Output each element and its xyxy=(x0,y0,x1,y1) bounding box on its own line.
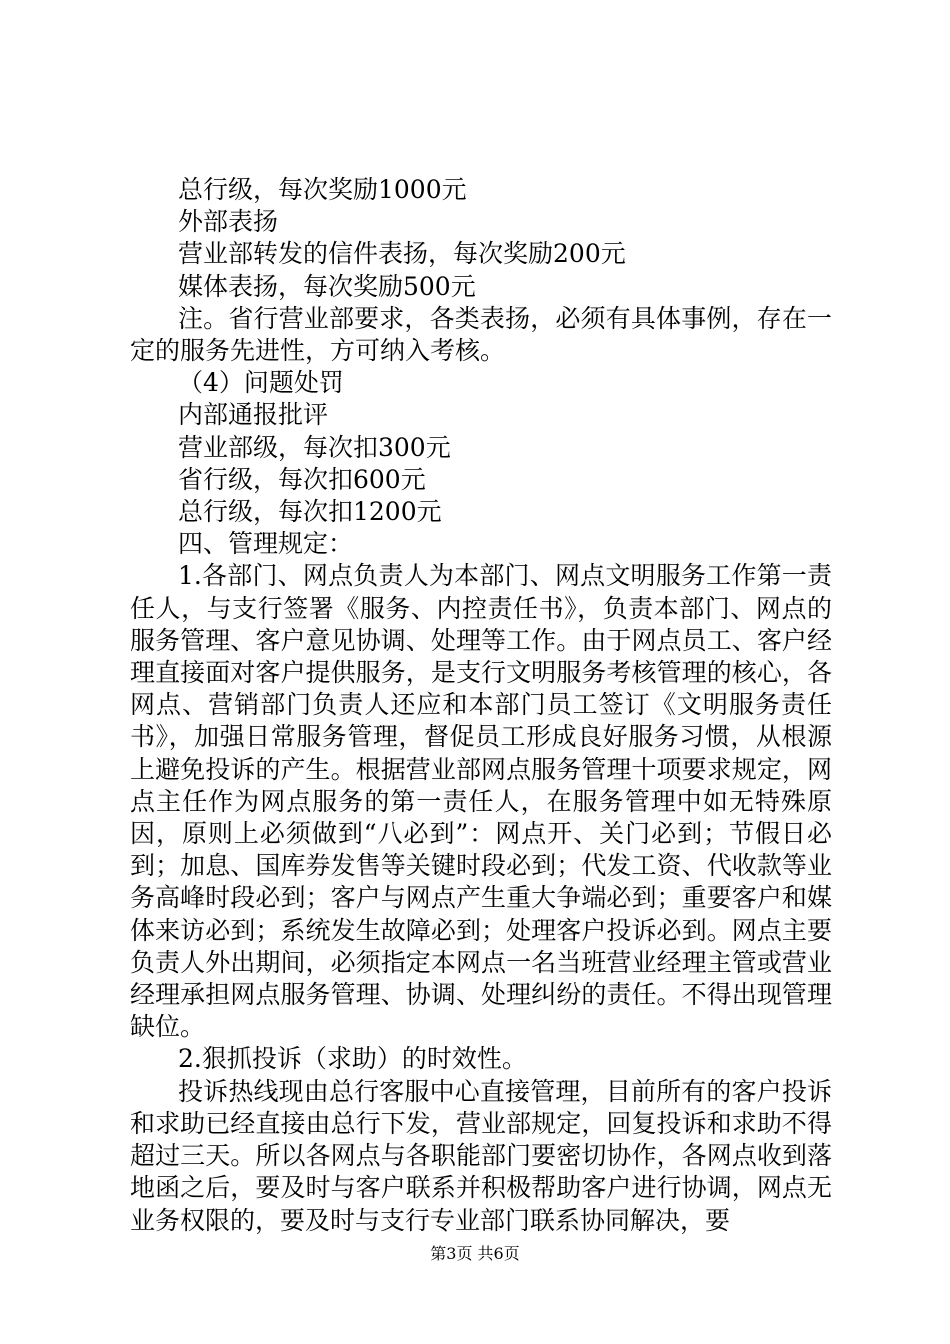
paragraph-rule-2-body: 投诉热线现由总行客服中心直接管理，目前所有的客户投诉和求助已经直接由总行下发，营业部规定，回复投诉和求助不得超过三天。所以各网点与各职能部门要密切协作，各网点收到落地函之后，要及时与客户联系并积极帮助客户进行协调，网点无业务权限的，要及时与支行专业部门联系协同解决，要 xyxy=(130,1076,832,1235)
paragraph-rule-1: 1.各部门、网点负责人为本部门、网点文明服务工作第一责任人，与支行签署《服务、内控责任书》，负责本部门、网点的服务管理、客户意见协调、处理等工作。由于网点员工、客户经理直接面对客户提供服务，是支行文明服务考核管理的核心，各网点、营销部门负责人还应和本部门员工签订《文明服务责任书》，加强日常服务管理，督促员工形成良好服务习惯，从根源上避免投诉的产生。根据营业部网点服务管理十项要求规定，网点主任作为网点服务的第一责任人，在服务管理中如无特殊原因，原则上必须做到“八必到”：网点开、关门必到；节假日必到；加息、国库券发售等关键时段必到；代发工资、代收款等业务高峰时段必到；客户与网点产生重大争端必到；重要客户和媒体来访必到；系统发生故障必到；处理客户投诉必到。网点主要负责人外出期间，必须指定本网点一名当班营业经理主管或营业经理承担网点服务管理、协调、处理纠纷的责任。不得出现管理缺位。 xyxy=(130,561,832,1042)
paragraph-management-heading: 四、管理规定： xyxy=(178,529,354,559)
paragraph-letter-praise: 营业部转发的信件表扬，每次奖励200元 xyxy=(178,239,626,269)
paragraph-media-praise: 媒体表扬，每次奖励500元 xyxy=(178,271,476,301)
paragraph-rule-2-heading: 2.狠抓投诉（求助）的时效性。 xyxy=(178,1044,527,1074)
document-body xyxy=(130,174,832,1237)
page-footer: 第3页 共6页 xyxy=(430,1244,520,1263)
paragraph-praise-note: 注。省行营业部要求，各类表扬，必须有具体事例，存在一定的服务先进性，方可纳入考核。 xyxy=(130,303,832,366)
paragraph-external-praise: 外部表扬 xyxy=(178,207,279,237)
paragraph-head-office-reward: 总行级，每次奖励1000元 xyxy=(178,175,467,204)
paragraph-penalty-heading: （4）问题处罚 xyxy=(178,368,344,398)
paragraph-provincial-penalty: 省行级，每次扣600元 xyxy=(178,464,426,494)
paragraph-branch-penalty: 营业部级，每次扣300元 xyxy=(178,432,451,462)
paragraph-head-office-penalty: 总行级，每次扣1200元 xyxy=(178,497,442,527)
paragraph-internal-criticism: 内部通报批评 xyxy=(178,400,329,430)
